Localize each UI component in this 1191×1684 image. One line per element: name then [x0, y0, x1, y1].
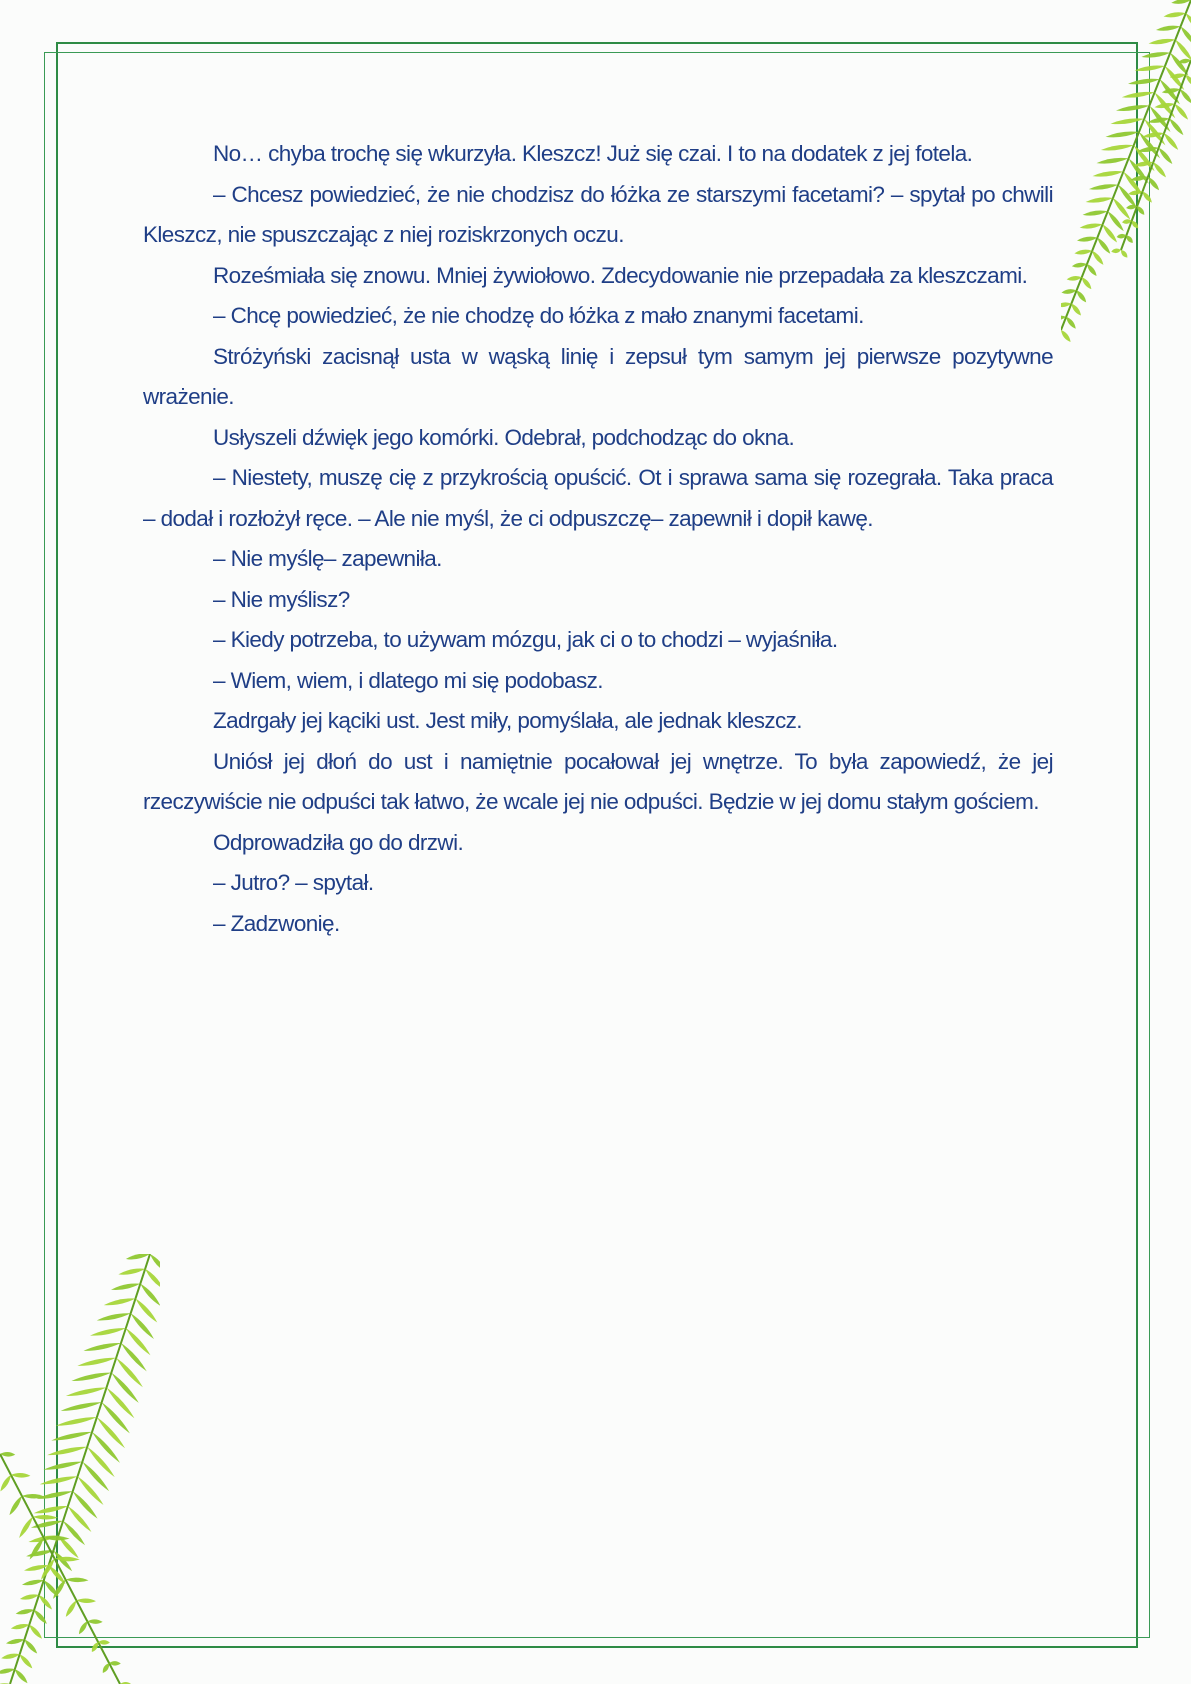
paragraph: Uniósł jej dłoń do ust i namiętnie pocałował jej wnętrze. To była zapowiedź, że jej rzeczywiście nie odpuści tak łatwo, że wcale jej nie odpuści. Będzie w jej domu stałym gościem.: [143, 748, 1053, 814]
paragraph: – Jutro? – spytał.: [213, 870, 374, 895]
paragraph: Roześmiała się znowu. Mniej żywiołowo. Zdecydowanie nie przepadała za kleszczami.: [213, 262, 1028, 288]
paragraph: – Wiem, wiem, i dlatego mi się podobasz.: [213, 667, 603, 693]
paragraph: – Zadzwonię.: [213, 910, 340, 936]
paragraph: Odprowadziła go do drzwi.: [213, 829, 464, 855]
document-body: [143, 134, 1053, 944]
paragraph: Zadrgały jej kąciki ust. Jest miły, pomyślała, ale jednak kleszcz.: [213, 708, 802, 733]
paragraph: – Chcesz powiedzieć, że nie chodzisz do łóżka ze starszymi facetami? – spytał po chwili Kleszcz, nie spuszczając z niej roziskrzonych oczu.: [143, 181, 1053, 247]
paragraph: No… chyba trochę się wkurzyła. Kleszcz! Już się czai. I to na dodatek z jej fotela.: [213, 141, 973, 166]
paragraph: – Kiedy potrzeba, to używam mózgu, jak ci o to chodzi – wyjaśniła.: [213, 627, 838, 652]
paragraph: Usłyszeli dźwięk jego komórki. Odebrał, podchodząc do okna.: [213, 424, 795, 450]
paragraph: – Niestety, muszę cię z przykrością opuścić. Ot i sprawa sama się rozegrała. Taka praca – dodał i rozłożył ręce. – Ale nie myśl, że ci odpuszczę– zapewnił i dopił kawę.: [143, 465, 1053, 531]
paragraph: – Chcę powiedzieć, że nie chodzę do łóżka z mało znanymi facetami.: [213, 303, 864, 328]
paragraph: Stróżyński zacisnął usta w wąską linię i zepsuł tym samym jej pierwsze pozytywne wrażenie.: [143, 343, 1053, 409]
paragraph: – Nie myślisz?: [213, 586, 350, 612]
paragraph: – Nie myślę– zapewniła.: [213, 546, 442, 571]
